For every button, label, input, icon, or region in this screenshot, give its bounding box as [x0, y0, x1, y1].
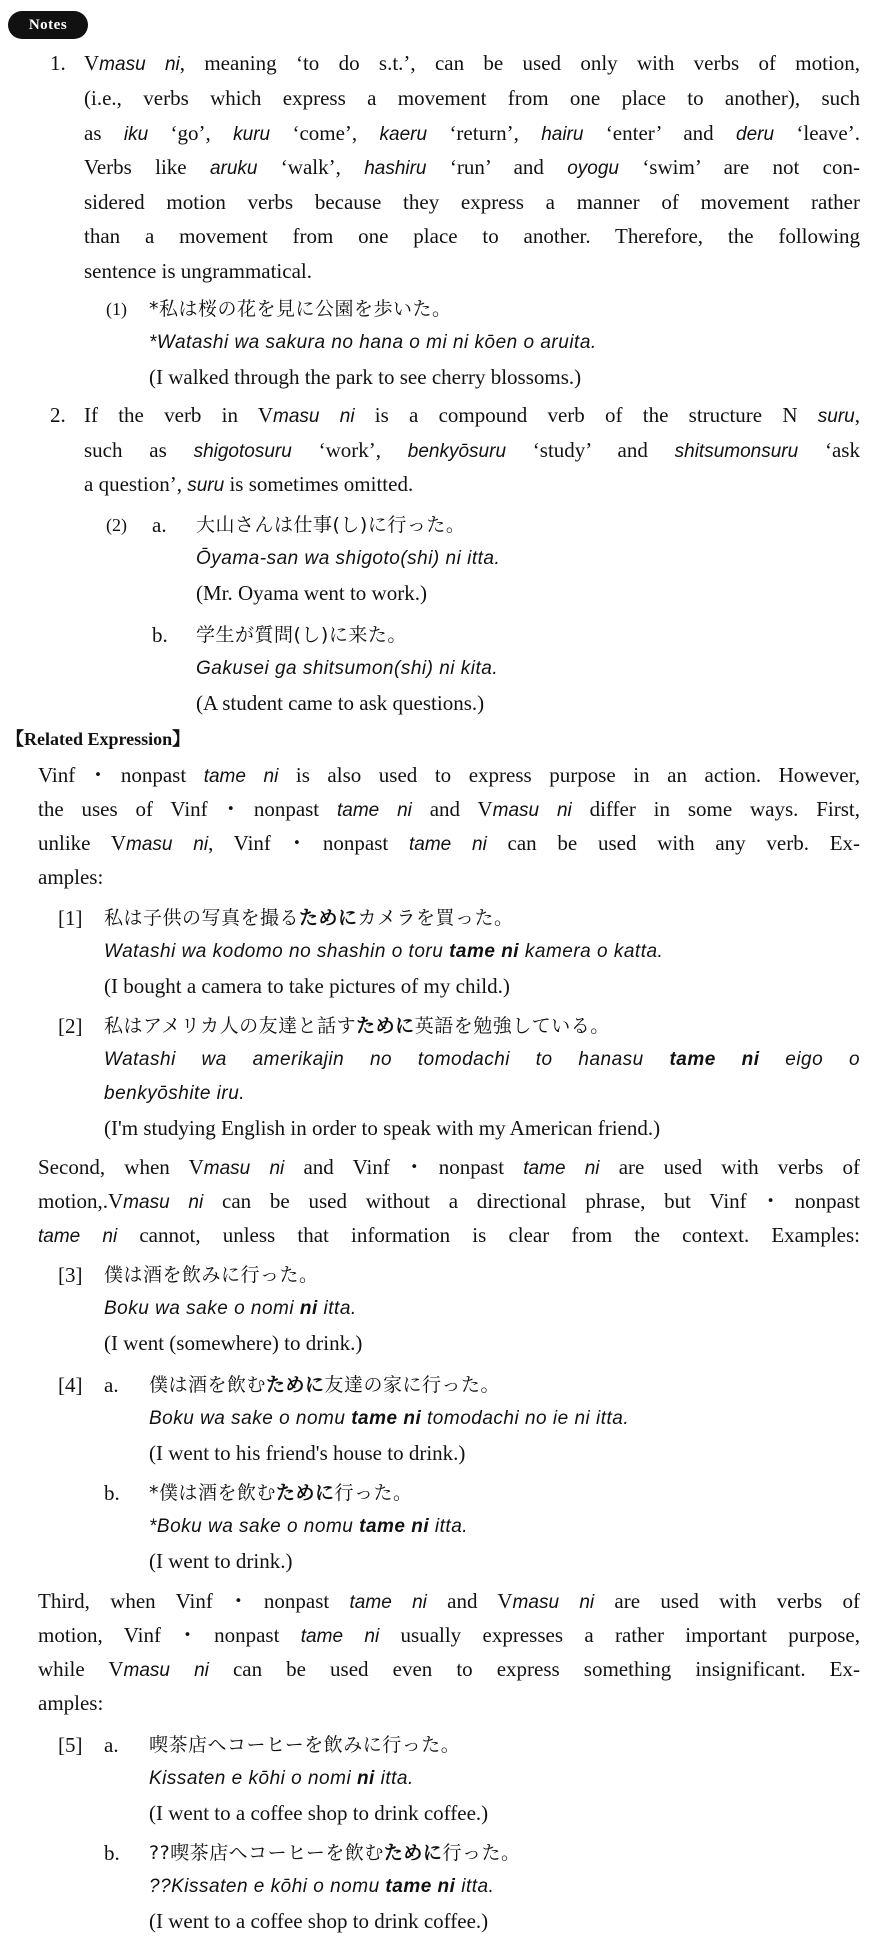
italic-term: shigotosuru: [193, 441, 292, 462]
example-label: [4]: [58, 1373, 83, 1397]
italic-term: masu ni: [512, 1592, 595, 1613]
text-run: as: [84, 121, 124, 145]
related-para-line: [38, 1622, 860, 1650]
example-label: [2]: [58, 1014, 83, 1038]
text-run: ??喫茶店へコーヒーを飲む: [149, 1842, 384, 1864]
example-english: (I went to a coffee shop to drink coffee.): [149, 1909, 489, 1933]
text-run: ,: [854, 403, 860, 427]
bold-term: ために: [299, 907, 358, 929]
italic-term: shitsumonsuru: [674, 441, 799, 462]
example-japanese: 僕は酒を飲みに行った。: [104, 1264, 319, 1286]
example-english: (A student came to ask questions.): [196, 691, 485, 715]
text-run: is also used to express purpose in an action. However,: [278, 763, 860, 787]
example-japanese: [104, 1013, 610, 1039]
example-japanese: 喫茶店へコーヒーを飲みに行った。: [149, 1734, 461, 1756]
example-japanese: *私は桜の花を見に公園を歩いた。: [149, 298, 452, 320]
text-run: ??Kissaten e kōhi o nomu: [149, 1876, 386, 1897]
bold-term: ni: [356, 1768, 375, 1789]
example-romaji: Gakusei ga shitsumon(shi) ni kita.: [196, 658, 499, 679]
italic-term: masu ni: [492, 800, 572, 821]
text-run: ‘study’ and: [506, 438, 675, 462]
example-romaji: [149, 1514, 468, 1540]
text-run: 行った。: [334, 1482, 413, 1504]
text-run: カメラを買った。: [357, 907, 514, 929]
italic-term: tame ni: [408, 834, 487, 855]
text-run: are used with verbs of: [599, 1155, 860, 1179]
example-english: (I bought a camera to take pictures of my child.): [104, 974, 510, 998]
example-romaji: [104, 1047, 860, 1073]
bold-term: tame ni: [359, 1516, 430, 1537]
example-english: (I went (somewhere) to drink.): [104, 1331, 363, 1355]
example-romaji: [149, 1874, 494, 1900]
text-run: motion, Vinf・nonpast: [38, 1623, 301, 1647]
italic-term: aruku: [209, 158, 258, 179]
related-para-line: [38, 1656, 860, 1684]
text-run: Verbs like: [84, 155, 210, 179]
italic-term: suru: [187, 475, 225, 496]
bold-term: ために: [266, 1374, 325, 1396]
text-run: 友達の家に行った。: [324, 1374, 501, 1396]
example-sub-label: b.: [152, 623, 168, 647]
text-run: kamera o katta.: [519, 941, 664, 962]
text-run: itta.: [429, 1516, 469, 1537]
note-line: [84, 437, 860, 465]
text-run: Vinf・nonpast: [38, 763, 204, 787]
bold-term: ni: [299, 1298, 318, 1319]
example-sub-label: b.: [104, 1841, 120, 1865]
example-romaji: [149, 1766, 414, 1792]
text-run: is a compound verb of the structure N: [354, 403, 818, 427]
example-sub-label: a.: [152, 513, 167, 537]
text-run: sentence is ungrammatical.: [84, 259, 312, 283]
bold-term: tame ni: [669, 1049, 760, 1070]
italic-term: tame ni: [203, 766, 279, 787]
text-run: *Boku wa sake o nomu: [149, 1516, 360, 1537]
text-run: ‘come’,: [270, 121, 380, 145]
text-run: and Vinf・nonpast: [284, 1155, 524, 1179]
note-number: 1.: [50, 51, 66, 75]
text-run: ‘leave’.: [774, 121, 860, 145]
example-sub-label: a.: [104, 1733, 119, 1757]
example-english: (Mr. Oyama went to work.): [196, 581, 427, 605]
text-run: , meaning ‘to do s.t.’, can be used only with verbs of motion,: [179, 51, 860, 75]
italic-term: masu ni: [126, 834, 209, 855]
text-run: *僕は酒を飲む: [149, 1482, 277, 1504]
text-run: If the verb in V: [84, 403, 274, 427]
text-run: 私は子供の写真を撮る: [104, 907, 300, 929]
italic-term: masu ni: [99, 54, 180, 75]
text-run: usually expresses a rather important purpose,: [379, 1623, 861, 1647]
related-para-line: [38, 1154, 860, 1182]
text-run: is sometimes omitted.: [224, 472, 414, 496]
example-english: (I went to drink.): [149, 1549, 293, 1573]
example-romaji: benkyōshite iru.: [104, 1083, 246, 1104]
example-romaji: *Watashi wa sakura no hana o mi ni kōen o aruita.: [149, 332, 597, 353]
text-run: motion,.V: [38, 1189, 124, 1213]
bold-term: tame ni: [351, 1408, 422, 1429]
example-romaji: [104, 939, 663, 965]
text-run: such as: [84, 438, 194, 462]
notes-badge: Notes: [8, 11, 88, 39]
text-run: than a movement from one place to another. Therefore, the following: [84, 224, 860, 248]
example-label: [1]: [58, 906, 83, 930]
related-para-line: [38, 762, 860, 790]
note-line: [84, 223, 860, 249]
text-run: can be used with any verb. Ex-: [486, 831, 861, 855]
related-para-line: [38, 1690, 103, 1716]
example-label: (1): [106, 299, 127, 319]
text-run: differ in some ways. First,: [571, 797, 861, 821]
text-run: Third, when Vinf・nonpast: [38, 1589, 350, 1613]
text-run: Boku wa sake o nomu: [149, 1408, 352, 1429]
text-run: ‘go’,: [148, 121, 234, 145]
text-run: ‘walk’,: [257, 155, 365, 179]
note-number: 2.: [50, 403, 66, 427]
example-romaji: Ōyama-san wa shigoto(shi) ni itta.: [196, 548, 501, 569]
note-line: [84, 258, 312, 284]
text-run: are used with verbs of: [594, 1589, 861, 1613]
related-para-line: [38, 796, 860, 824]
example-english: (I went to his friend's house to drink.): [149, 1441, 466, 1465]
text-run: while V: [38, 1657, 124, 1681]
text-run: ‘enter’ and: [583, 121, 737, 145]
example-japanese: 学生が質問(し)に来た。: [196, 624, 407, 646]
italic-term: tame ni: [38, 1226, 118, 1247]
example-sub-label: b.: [104, 1481, 120, 1505]
example-english: (I'm studying English in order to speak with my American friend.): [104, 1116, 661, 1140]
text-run: ‘return’,: [427, 121, 542, 145]
text-run: Kissaten e kōhi o nomi: [149, 1768, 357, 1789]
italic-term: hairu: [541, 124, 584, 145]
note-line: [84, 402, 860, 430]
italic-term: deru: [736, 124, 775, 145]
text-run: (i.e., verbs which express a movement from one place to another), such: [84, 86, 860, 110]
text-run: itta.: [455, 1876, 495, 1897]
text-run: can be used without a directional phrase, but Vinf・nonpast: [203, 1189, 861, 1213]
example-english: (I went to a coffee shop to drink coffee.): [149, 1801, 489, 1825]
text-run: unlike V: [38, 831, 127, 855]
text-run: amples:: [38, 1691, 104, 1715]
note-line: [84, 189, 860, 215]
note-line: [84, 50, 860, 78]
text-run: ‘swim’ are not con-: [619, 155, 860, 179]
italic-term: tame ni: [300, 1626, 380, 1647]
text-run: V: [84, 51, 100, 75]
bold-term: ために: [356, 1015, 415, 1037]
italic-term: suru: [817, 406, 855, 427]
related-heading: 【Related Expression】: [6, 729, 191, 749]
note-line: [84, 471, 413, 499]
bold-term: tame ni: [385, 1876, 456, 1897]
text-run: 英語を勉強している。: [414, 1015, 610, 1037]
example-japanese: [149, 1840, 520, 1866]
text-run: sidered motion verbs because they express a manner of movement rather: [84, 190, 860, 214]
text-run: and V: [426, 1589, 513, 1613]
example-japanese: [149, 1480, 413, 1506]
example-romaji: [104, 1296, 357, 1322]
text-run: eigo o: [759, 1049, 861, 1070]
text-run: 僕は酒を飲む: [149, 1374, 267, 1396]
italic-term: kaeru: [379, 124, 428, 145]
text-run: tomodachi no ie ni itta.: [421, 1408, 630, 1429]
text-run: 行った。: [442, 1842, 521, 1864]
italic-term: masu ni: [203, 1158, 285, 1179]
italic-term: tame ni: [349, 1592, 427, 1613]
italic-term: masu ni: [273, 406, 355, 427]
text-run: ‘run’ and: [426, 155, 568, 179]
italic-term: benkyōsuru: [407, 441, 507, 462]
example-japanese: [149, 1372, 500, 1398]
note-line: [84, 154, 860, 182]
related-para-line: [38, 1222, 860, 1250]
example-japanese: [104, 905, 514, 931]
text-run: Second, when V: [38, 1155, 204, 1179]
related-para-line: [38, 830, 860, 858]
text-run: Watashi wa amerikajin no tomodachi to hanasu: [104, 1049, 670, 1070]
example-sub-label: a.: [104, 1373, 119, 1397]
text-run: itta.: [374, 1768, 414, 1789]
text-run: ‘ask: [798, 438, 860, 462]
text-run: a question’,: [84, 472, 188, 496]
text-run: and V: [411, 797, 493, 821]
text-run: Watashi wa kodomo no shashin o toru: [104, 941, 450, 962]
text-run: amples:: [38, 865, 104, 889]
italic-term: kuru: [233, 124, 271, 145]
example-label: [3]: [58, 1263, 83, 1287]
text-run: itta.: [317, 1298, 357, 1319]
example-label: [5]: [58, 1733, 83, 1757]
bold-term: ために: [276, 1482, 335, 1504]
text-run: the uses of Vinf・nonpast: [38, 797, 337, 821]
italic-term: hashiru: [364, 158, 427, 179]
italic-term: masu ni: [123, 1660, 209, 1681]
related-para-line: [38, 864, 103, 890]
example-english: (I walked through the park to see cherry blossoms.): [149, 365, 582, 389]
text-run: , Vinf・nonpast: [208, 831, 409, 855]
text-run: 私はアメリカ人の友達と話す: [104, 1015, 357, 1037]
text-run: ‘work’,: [291, 438, 408, 462]
text-run: can be used even to express something insignificant. Ex-: [208, 1657, 860, 1681]
related-para-line: [38, 1588, 860, 1616]
text-run: Boku wa sake o nomi: [104, 1298, 300, 1319]
italic-term: iku: [123, 124, 149, 145]
italic-term: tame ni: [523, 1158, 600, 1179]
note-line: [84, 120, 860, 148]
example-japanese: 大山さんは仕事(し)に行った。: [196, 514, 466, 536]
example-label: (2): [106, 515, 127, 535]
italic-term: oyogu: [567, 158, 619, 179]
italic-term: masu ni: [123, 1192, 204, 1213]
note-line: [84, 85, 860, 111]
bold-term: ために: [383, 1842, 443, 1864]
related-para-line: [38, 1188, 860, 1216]
bold-term: tame ni: [449, 941, 520, 962]
text-run: cannot, unless that information is clear from the context. Examples:: [117, 1223, 860, 1247]
italic-term: tame ni: [336, 800, 412, 821]
example-romaji: [149, 1406, 629, 1432]
